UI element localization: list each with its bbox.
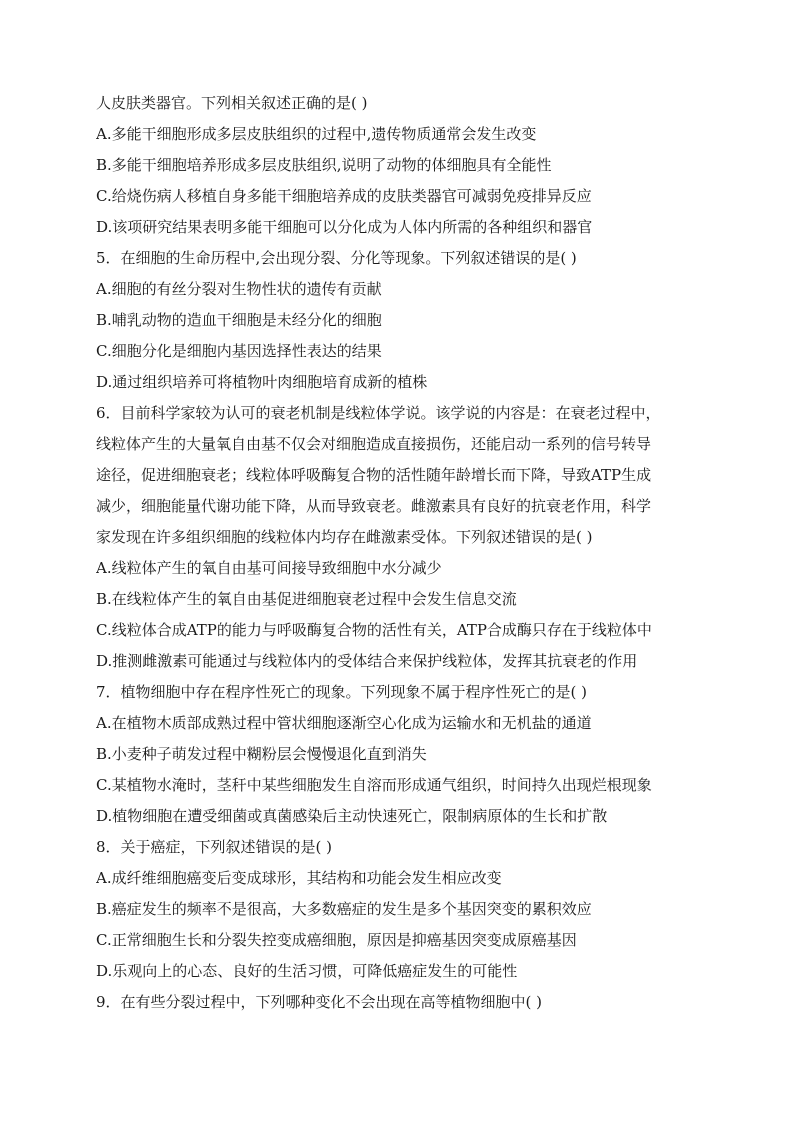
question-6-option-a: A.线粒体产生的氧自由基可间接导致细胞中水分减少 [96,559,442,577]
question-8-option-d: D.乐观向上的心态、良好的生活习惯，可降低癌症发生的可能性 [96,962,518,980]
question-4-option-d: D.该项研究结果表明多能干细胞可以分化成为人体内所需的各种组织和器官 [96,218,593,236]
question-7-option-a: A.在植物木质部成熟过程中管状细胞逐渐空心化成为运输水和无机盐的通道 [96,714,592,732]
question-8-option-a: A.成纤维细胞癌变后变成球形，其结构和功能会发生相应改变 [96,869,502,887]
question-4-option-a: A.多能干细胞形成多层皮肤组织的过程中,遗传物质通常会发生改变 [96,125,537,143]
question-6-stem-line-3: 途径，促进细胞衰老；线粒体呼吸酶复合物的活性随年龄增长而下降，导致ATP生成 [96,466,652,484]
question-5-option-d: D.通过组织培养可将植物叶肉细胞培育成新的植株 [96,373,428,391]
question-4-option-b: B.多能干细胞培养形成多层皮肤组织,说明了动物的体细胞具有全能性 [96,156,552,174]
question-5-option-a: A.细胞的有丝分裂对生物性状的遗传有贡献 [96,280,382,298]
question-6-option-b: B.在线粒体产生的氧自由基促进细胞衰老过程中会发生信息交流 [96,590,517,608]
question-7-option-d: D.植物细胞在遭受细菌或真菌感染后主动快速死亡，限制病原体的生长和扩散 [96,807,608,825]
question-9-stem: 9．在有些分裂过程中，下列哪种变化不会出现在高等植物细胞中( ) [96,993,543,1011]
question-8-option-c: C.正常细胞生长和分裂失控变成癌细胞，原因是抑癌基因突变成原癌基因 [96,931,577,949]
question-8-option-b: B.癌症发生的频率不是很高，大多数癌症的发生是多个基因突变的累积效应 [96,900,592,918]
question-4-option-c: C.给烧伤病人移植自身多能干细胞培养成的皮肤类器官可减弱免疫排异反应 [96,187,592,205]
question-6-stem-line-2: 线粒体产生的大量氧自由基不仅会对细胞造成直接损伤，还能启动一系列的信号转导 [96,435,652,453]
question-5-option-b: B.哺乳动物的造血干细胞是未经分化的细胞 [96,311,382,329]
question-7-stem: 7．植物细胞中存在程序性死亡的现象。下列现象不属于程序性死亡的是( ) [96,683,588,701]
question-6-stem-line-5: 家发现在许多组织细胞的线粒体内均存在雌激素受体。下列叙述错误的是( ) [96,528,593,546]
question-6-stem-line-1: 6．目前科学家较为认可的衰老机制是线粒体学说。该学说的内容是：在衰老过程中， [96,404,661,422]
question-6-option-c: C.线粒体合成ATP的能力与呼吸酶复合物的活性有关，ATP合成酶只存在于线粒体中 [96,621,652,639]
question-6-stem-line-4: 减少，细胞能量代谢功能下降，从而导致衰老。雌激素具有良好的抗衰老作用，科学 [96,497,652,515]
question-5-stem: 5．在细胞的生命历程中,会出现分裂、分化等现象。下列叙述错误的是( ) [96,249,577,267]
question-4-stem-tail: 人皮肤类器官。下列相关叙述正确的是( ) [96,94,368,112]
question-7-option-c: C.某植物水淹时，茎秆中某些细胞发生自溶而形成通气组织，时间持久出现烂根现象 [96,776,652,794]
question-7-option-b: B.小麦种子萌发过程中糊粉层会慢慢退化直到消失 [96,745,427,763]
page-content [96,88,698,1018]
question-5-option-c: C.细胞分化是细胞内基因选择性表达的结果 [96,342,382,360]
question-6-option-d: D.推测雌激素可能通过与线粒体内的受体结合来保护线粒体，发挥其抗衰老的作用 [96,652,638,670]
question-8-stem: 8．关于癌症，下列叙述错误的是( ) [96,838,333,856]
